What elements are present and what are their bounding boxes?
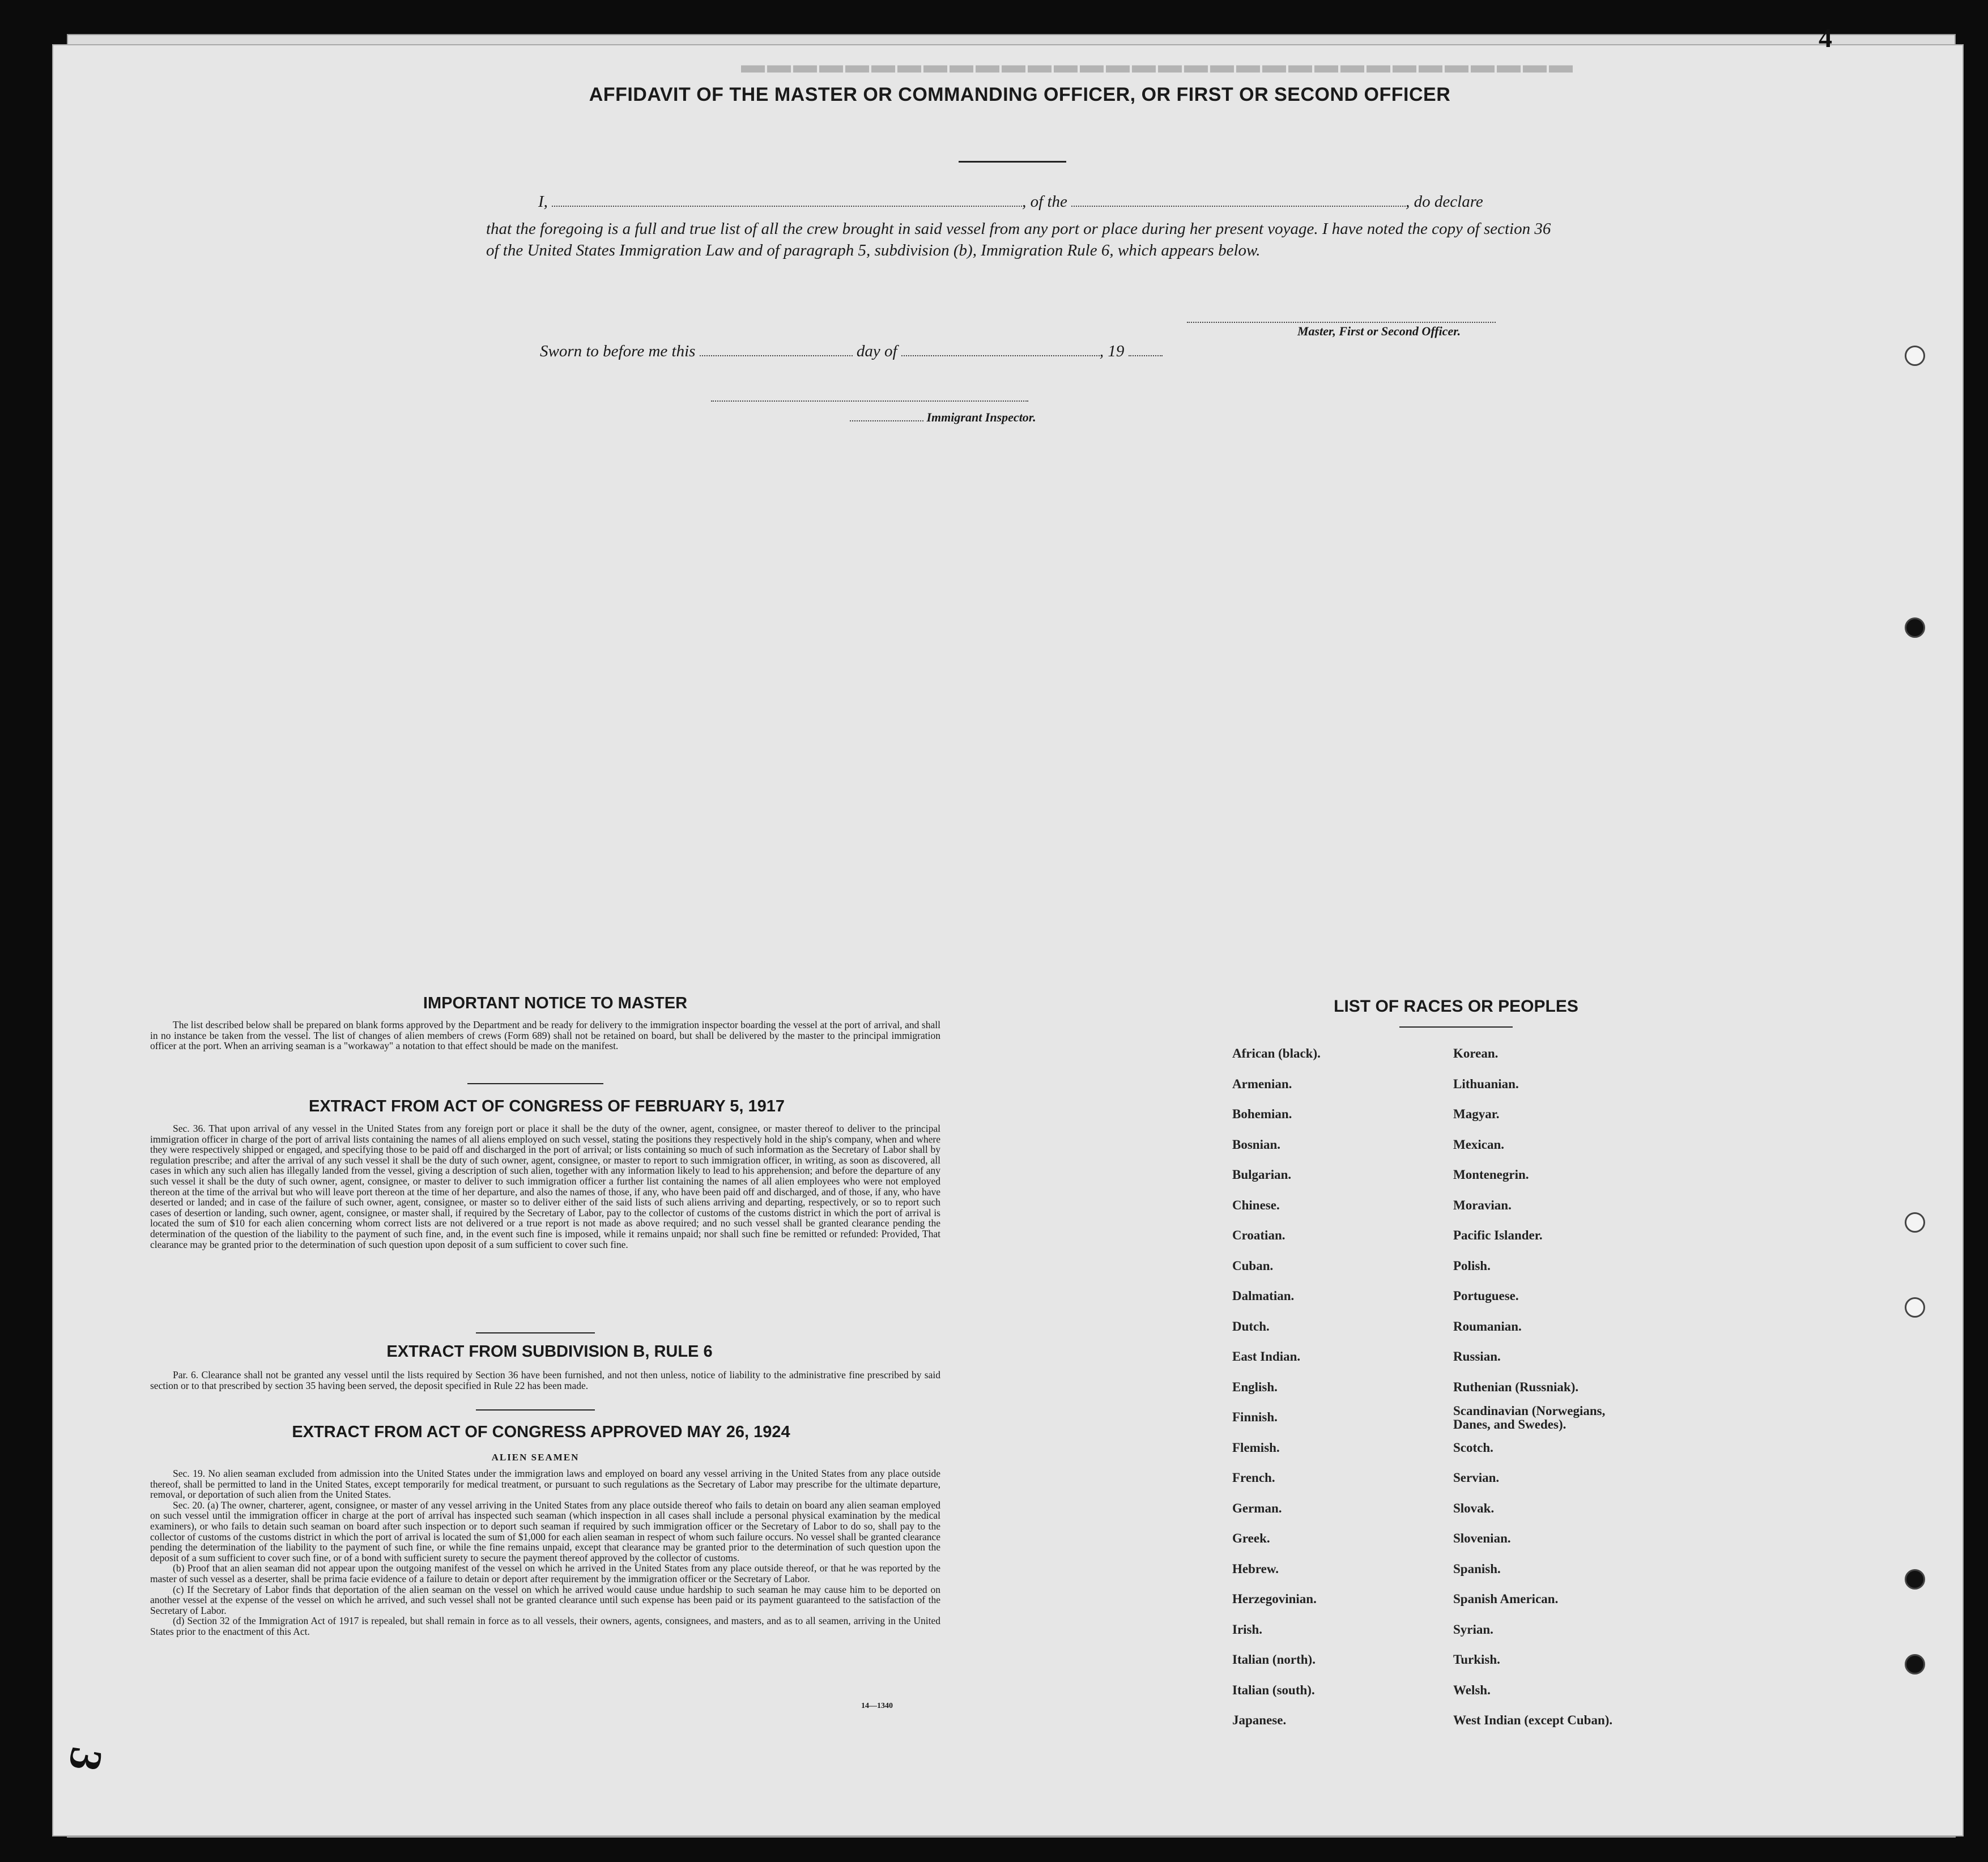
act-1924-sec20b: (b) Proof that an alien seaman did not appear upon the outgoing manifest of the vessel on which he arrived in the United States from any place outside thereof, or that he was reported by the master of such vessel as a deserter, shall be prima facie evidence of a failure to detain or deport after requirement by the immigration officer or the Secretary of Labor. — [150, 1562, 940, 1584]
race-item: Finnish. — [1232, 1410, 1278, 1424]
race-item: Korean. — [1453, 1046, 1499, 1060]
race-item: Bohemian. — [1232, 1107, 1292, 1121]
race-item: Mexican. — [1453, 1137, 1505, 1152]
act-1924-sec20c: (c) If the Secretary of Labor finds that deportation of the alien seaman on the vessel on which he arrived would cause undue hardship to such seaman he may cause him to be deported on another vessel at the expense of the vessel on which he arrived, and such vessel shall not be granted clearance until such expense has been paid or its payment guaranteed to the satisfaction of the Secretary of Labor. — [150, 1583, 940, 1616]
master-signature-line[interactable] — [1187, 321, 1496, 323]
affidavit-title: AFFIDAVIT OF THE MASTER OR COMMANDING OFFICER, OR FIRST OR SECOND OFFICER — [589, 84, 1451, 105]
name-blank[interactable] — [552, 204, 1022, 207]
extract-1917-paragraph: Sec. 36. That upon arrival of any vessel in the United States from any foreign port or place it shall be the duty of the owner, agent, consignee, or master thereof to deliver to the principal immigration officer in charge of the port of arrival lists containing the names of all aliens employed on such vessel, stating the positions they respectively hold in the ship's company, when and where they were respectively shipped or engaged, and specifying those to be paid off and discharged in the port of arrival; or lists containing so much of such information as the Secretary of Labor shall by regulation prescribe; and after the arrival of any such vessel it shall be the duty of such owner, agent, consignee, or master to report to such immigration officer, in writing, as soon as discovered, all cases in which any such alien has illegally landed from the vessel, giving a description of such alien, together with any information likely to lead to his apprehension; and before the departure of any such vessel it shall be the duty of such owner, agent, consignee, or master to deliver to such immigration officer a further list containing the names of all alien employees who were not employed thereon at the time of the arrival but who will leave port thereon at the time of her departure, and also the names of those, if any, who have been paid off and discharged, and of those, if any, who have deserted or landed; and in case of the failure of such owner, agent, consignee, or master so to deliver either of the said lists of such aliens arriving and departing, respectively, or so to report such cases of desertion or landing, such owner, agent, consignee, or master shall, if required by the Secretary of Labor, pay to the collector of customs of the customs district in which the port of arrival is located the sum of $10 for each alien concerning whom correct lists are not delivered or a true report is not made as above required; and no such vessel shall be granted clearance pending the determination of the question of the liability to the payment of such fine, and, in the event such fine is imposed, while it remains unpaid; nor shall such fine be remitted or refunded: Provided, That clearance may be granted prior to the determination of such question upon deposit of a sum sufficient to cover such fine. — [150, 1123, 940, 1250]
race-item: Spanish. — [1453, 1561, 1501, 1576]
race-item: Dutch. — [1232, 1319, 1270, 1333]
race-item: Chinese. — [1232, 1198, 1280, 1212]
binder-hole — [1905, 617, 1925, 638]
race-item: Pacific Islander. — [1453, 1228, 1543, 1242]
race-item: Dalmatian. — [1232, 1289, 1295, 1303]
extract-1917-text — [150, 1123, 940, 1250]
race-item: Polish. — [1453, 1258, 1491, 1273]
notice-rule — [467, 1083, 603, 1084]
inspector-caption — [850, 410, 1036, 425]
race-item: Greek. — [1232, 1531, 1270, 1545]
race-item: Moravian. — [1453, 1198, 1512, 1212]
month-blank[interactable] — [901, 354, 1100, 356]
binder-hole — [1905, 1654, 1925, 1674]
act-1924-sec20d: (d) Section 32 of the Immigration Act of 1917 is repealed, but shall remain in force as to all vessels, their owners, agents, consignees, and masters, and as to all seamen, arriving in the United States prior to the enactment of this Act. — [150, 1615, 940, 1637]
race-item: East Indian. — [1232, 1349, 1301, 1364]
page-number-mark: 3 — [58, 1744, 112, 1775]
race-item: Portuguese. — [1453, 1289, 1519, 1303]
act-1924-text — [150, 1468, 940, 1637]
race-item: Magyar. — [1453, 1107, 1500, 1121]
race-item: Scandinavian (Norwegians, Danes, and Swedes). — [1453, 1404, 1606, 1431]
race-item: Russian. — [1453, 1349, 1501, 1364]
race-item: Irish. — [1232, 1622, 1263, 1637]
binder-hole — [1905, 1212, 1925, 1233]
race-item: Hebrew. — [1232, 1561, 1279, 1576]
inspector-caption-dots — [850, 419, 923, 421]
day-of-text: day of — [856, 342, 897, 360]
affidavit-declaration-line — [538, 193, 1483, 211]
race-item: Flemish. — [1232, 1440, 1280, 1455]
affidavit-do-declare: , do declare — [1406, 193, 1483, 211]
notice-text — [150, 1020, 940, 1051]
binder-hole — [1905, 1297, 1925, 1318]
rule6-rule — [476, 1409, 595, 1411]
inspector-caption-text: Immigrant Inspector. — [926, 410, 1036, 424]
races-rule — [1399, 1026, 1513, 1028]
race-item: Bosnian. — [1232, 1137, 1281, 1152]
rule6-title: EXTRACT FROM SUBDIVISION B, RULE 6 — [386, 1343, 713, 1361]
race-item: Italian (north). — [1232, 1652, 1316, 1667]
race-item: Lithuanian. — [1453, 1076, 1519, 1091]
title-rule — [959, 161, 1066, 163]
binder-hole — [1905, 1569, 1925, 1590]
race-item: Italian (south). — [1232, 1682, 1315, 1697]
race-item: Herzegovinian. — [1232, 1592, 1317, 1606]
race-item: Ruthenian (Russniak). — [1453, 1379, 1579, 1394]
race-item: Cuban. — [1232, 1258, 1274, 1273]
act-1924-sec20a: Sec. 20. (a) The owner, charterer, agent, consignee, or master of any vessel arriving in the United States from any place outside thereof who fails to detain on board any alien seaman employed on such vessel until the immigration officer in charge at the port of arrival has inspected such seaman (which inspection in all cases shall include a personal physical examination by the medical examiners), or who fails to detain such seaman on board after such inspection or to deport such seaman if required by such immigration officer or the Secretary of Labor to do so, shall pay to the collector of customs of the customs district in which the port of arrival is located the sum of $1,000 for each alien seaman in respect of whom such failure occurs. No vessel shall be granted clearance pending the determination of the liability to the payment of such fine, or while the fine remains unpaid, except that clearance may be granted prior to the determination of such question upon the deposit of a sum sufficient to cover such fine, or of a bond with sufficient surety to secure the payment thereof approved by the collector of customs. — [150, 1499, 940, 1563]
race-item: Armenian. — [1232, 1076, 1292, 1091]
inspector-signature-line[interactable] — [711, 399, 1028, 402]
race-item: Montenegrin. — [1453, 1168, 1529, 1182]
sworn-text: Sworn to before me this — [540, 342, 696, 360]
races-title: LIST OF RACES OR PEOPLES — [1334, 997, 1578, 1016]
race-item: Welsh. — [1453, 1682, 1491, 1697]
rule6-text — [150, 1370, 940, 1391]
race-item: Turkish. — [1453, 1652, 1500, 1667]
race-item: African (black). — [1232, 1046, 1321, 1060]
race-item: Roumanian. — [1453, 1319, 1522, 1333]
notice-title: IMPORTANT NOTICE TO MASTER — [423, 994, 688, 1012]
race-item: Syrian. — [1453, 1622, 1493, 1637]
extract-1917-title: EXTRACT FROM ACT OF CONGRESS OF FEBRUARY 5, 1917 — [308, 1097, 785, 1115]
race-item: Scotch. — [1453, 1440, 1493, 1455]
race-item: West Indian (except Cuban). — [1453, 1713, 1613, 1727]
affidavit-i: I, — [538, 193, 548, 211]
bleed-through-header: ▬▬▬▬▬▬▬▬▬▬▬▬▬▬▬▬▬▬▬▬▬▬▬▬▬▬▬▬▬▬▬▬ — [741, 51, 1575, 78]
race-item: Slovenian. — [1453, 1531, 1511, 1545]
race-item: Bulgarian. — [1232, 1168, 1292, 1182]
year-text: , 19 — [1099, 342, 1125, 360]
year-blank[interactable] — [1129, 354, 1163, 356]
race-item: French. — [1232, 1471, 1275, 1485]
day-blank[interactable] — [700, 354, 853, 356]
race-item: Japanese. — [1232, 1713, 1287, 1727]
binder-hole — [1905, 346, 1925, 366]
notice-paragraph: The list described below shall be prepared on blank forms approved by the Department and be ready for delivery to the immigration inspector boarding the vessel at the port of arrival, and shall in no instance be taken from the vessel. The list of changes of alien members of crews (Form 689) shall not be retained on board, but shall be delivered by the master to the principal immigration officer at the port. When an arriving seaman is a "workaway" a notation to that effect should be made on the manifest. — [150, 1019, 940, 1052]
form-number: 14—1340 — [861, 1702, 893, 1710]
race-item: Slovak. — [1453, 1501, 1495, 1515]
race-item: English. — [1232, 1379, 1278, 1394]
affidavit-body: that the foregoing is a full and true list of all the crew brought in said vessel from any port or place during her present voyage. I have noted the copy of section 36 of the United States Immigration Law and of paragraph 5, subdivision (b), Immigration Rule 6, which appears below. — [486, 220, 1551, 259]
race-item: German. — [1232, 1501, 1282, 1515]
master-caption: Master, First or Second Officer. — [1297, 324, 1461, 338]
extract-1917-rule — [476, 1332, 595, 1333]
alien-seamen-subtitle: ALIEN SEAMEN — [491, 1452, 580, 1463]
rule6-paragraph: Par. 6. Clearance shall not be granted any vessel until the lists required by Section 36 have been furnished, and not then unless, notice of liability to the administrative fine prescribed by said section or to that prescribed by section 35 having been served, the deposit specified in Rule 22 has been made. — [150, 1369, 940, 1391]
act-1924-sec19: Sec. 19. No alien seaman excluded from admission into the United States under the immigration laws and employed on board any vessel arriving in the United States from any place outside thereof, shall be permitted to land in the United States, except temporarily for medical treatment, or pursuant to such regulations as the Secretary of Labor may prescribe for the ultimate departure, removal, or deportation of such alien from the United States. — [150, 1468, 940, 1501]
vessel-blank[interactable] — [1071, 204, 1406, 207]
affidavit-of-the: , of the — [1022, 193, 1067, 211]
race-item: Spanish American. — [1453, 1592, 1559, 1606]
corner-mark: 4 — [1819, 23, 1832, 53]
sworn-line — [540, 342, 1163, 361]
race-item: Servian. — [1453, 1471, 1500, 1485]
race-item: Croatian. — [1232, 1228, 1285, 1242]
act-1924-title: EXTRACT FROM ACT OF CONGRESS APPROVED MAY 26, 1924 — [292, 1423, 790, 1441]
